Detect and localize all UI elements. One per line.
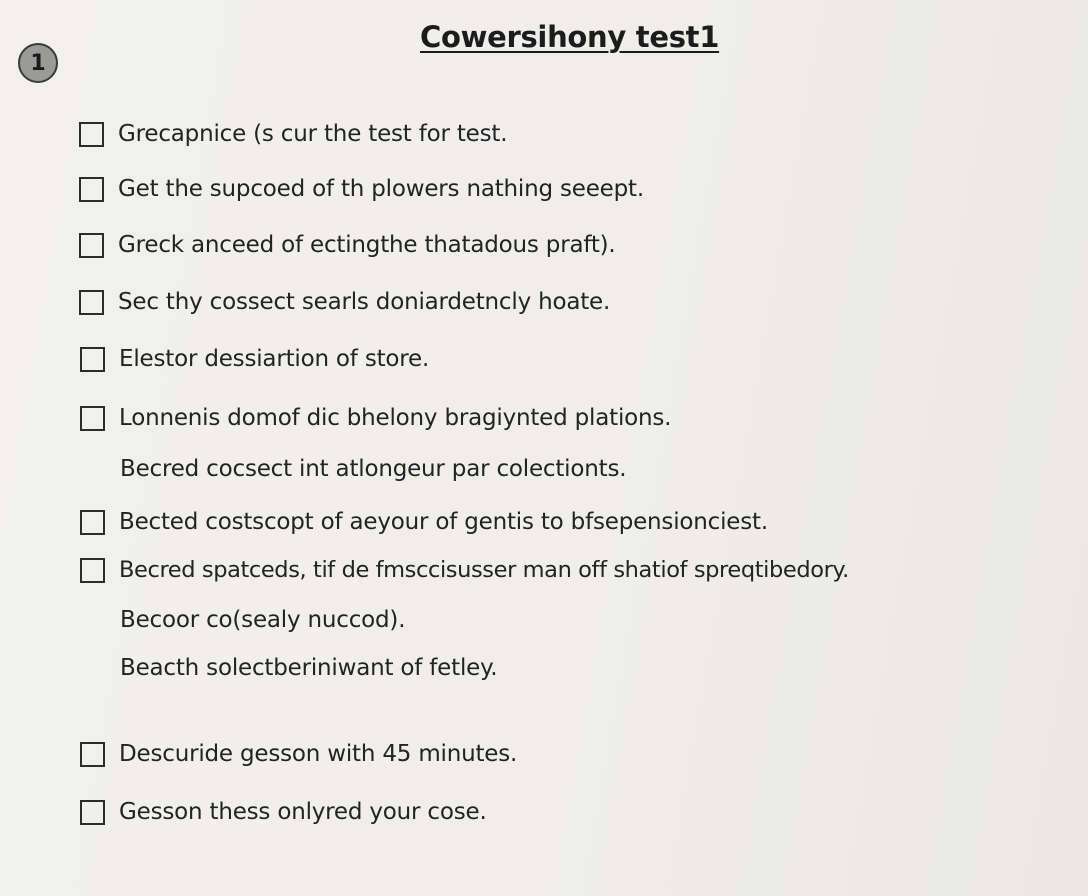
checklist-item-label: Elestor dessiartion of store.	[119, 346, 430, 372]
checkbox[interactable]	[80, 800, 105, 825]
checklist-item-label: Sec thy cossect searls doniardetncly hoate.	[118, 289, 611, 315]
checklist-item[interactable]	[80, 509, 768, 535]
checklist-item-label: Descuride gesson with 45 minutes.	[119, 741, 518, 767]
checklist-item-label: Get the supcoed of th plowers nathing seeept.	[118, 176, 644, 202]
checklist-item-label: Gesson thess onlyred your cose.	[119, 799, 487, 825]
checkbox[interactable]	[80, 742, 105, 767]
checkbox[interactable]	[79, 122, 104, 147]
page-title: Cowersihony test1	[420, 20, 720, 54]
checklist-item[interactable]	[80, 557, 849, 583]
checklist-item[interactable]	[79, 289, 610, 315]
checklist-item[interactable]	[80, 799, 487, 825]
checklist-item[interactable]	[80, 346, 429, 372]
checklist-item-label: Bected costscopt of aeyour of gentis to bfsepensionciest.	[119, 509, 768, 535]
checklist-item-label: Lonnenis domof dic bhelony bragiynted plations.	[119, 405, 672, 431]
checkbox[interactable]	[79, 233, 104, 258]
checklist-item[interactable]	[80, 741, 517, 767]
checkbox[interactable]	[79, 177, 104, 202]
checkbox[interactable]	[80, 406, 105, 431]
checkbox[interactable]	[80, 510, 105, 535]
checklist-item-label: Becred spatceds, tif de fmsccisusser man off shatiof spreqtibedory.	[119, 557, 849, 583]
checkbox[interactable]	[79, 290, 104, 315]
checklist-item[interactable]	[80, 405, 671, 431]
step-number: 1	[30, 50, 46, 76]
checklist-item-label: Becoor co(sealy nuccod).	[120, 607, 406, 633]
step-number-badge	[18, 43, 58, 83]
checklist-item[interactable]	[79, 176, 644, 202]
checklist-item[interactable]	[79, 121, 507, 147]
checklist-item-label: Greck anceed of ectingthe thatadous praft).	[118, 232, 616, 258]
checklist-item-label: Becred cocsect int atlongeur par colectionts.	[120, 456, 627, 482]
checkbox[interactable]	[80, 558, 105, 583]
checklist-item-label: Beacth solectberiniwant of fetley.	[120, 655, 498, 681]
checkbox[interactable]	[80, 347, 105, 372]
checklist-item[interactable]	[79, 232, 616, 258]
checklist-item-label: Grecapnice (s cur the test for test.	[118, 121, 508, 147]
